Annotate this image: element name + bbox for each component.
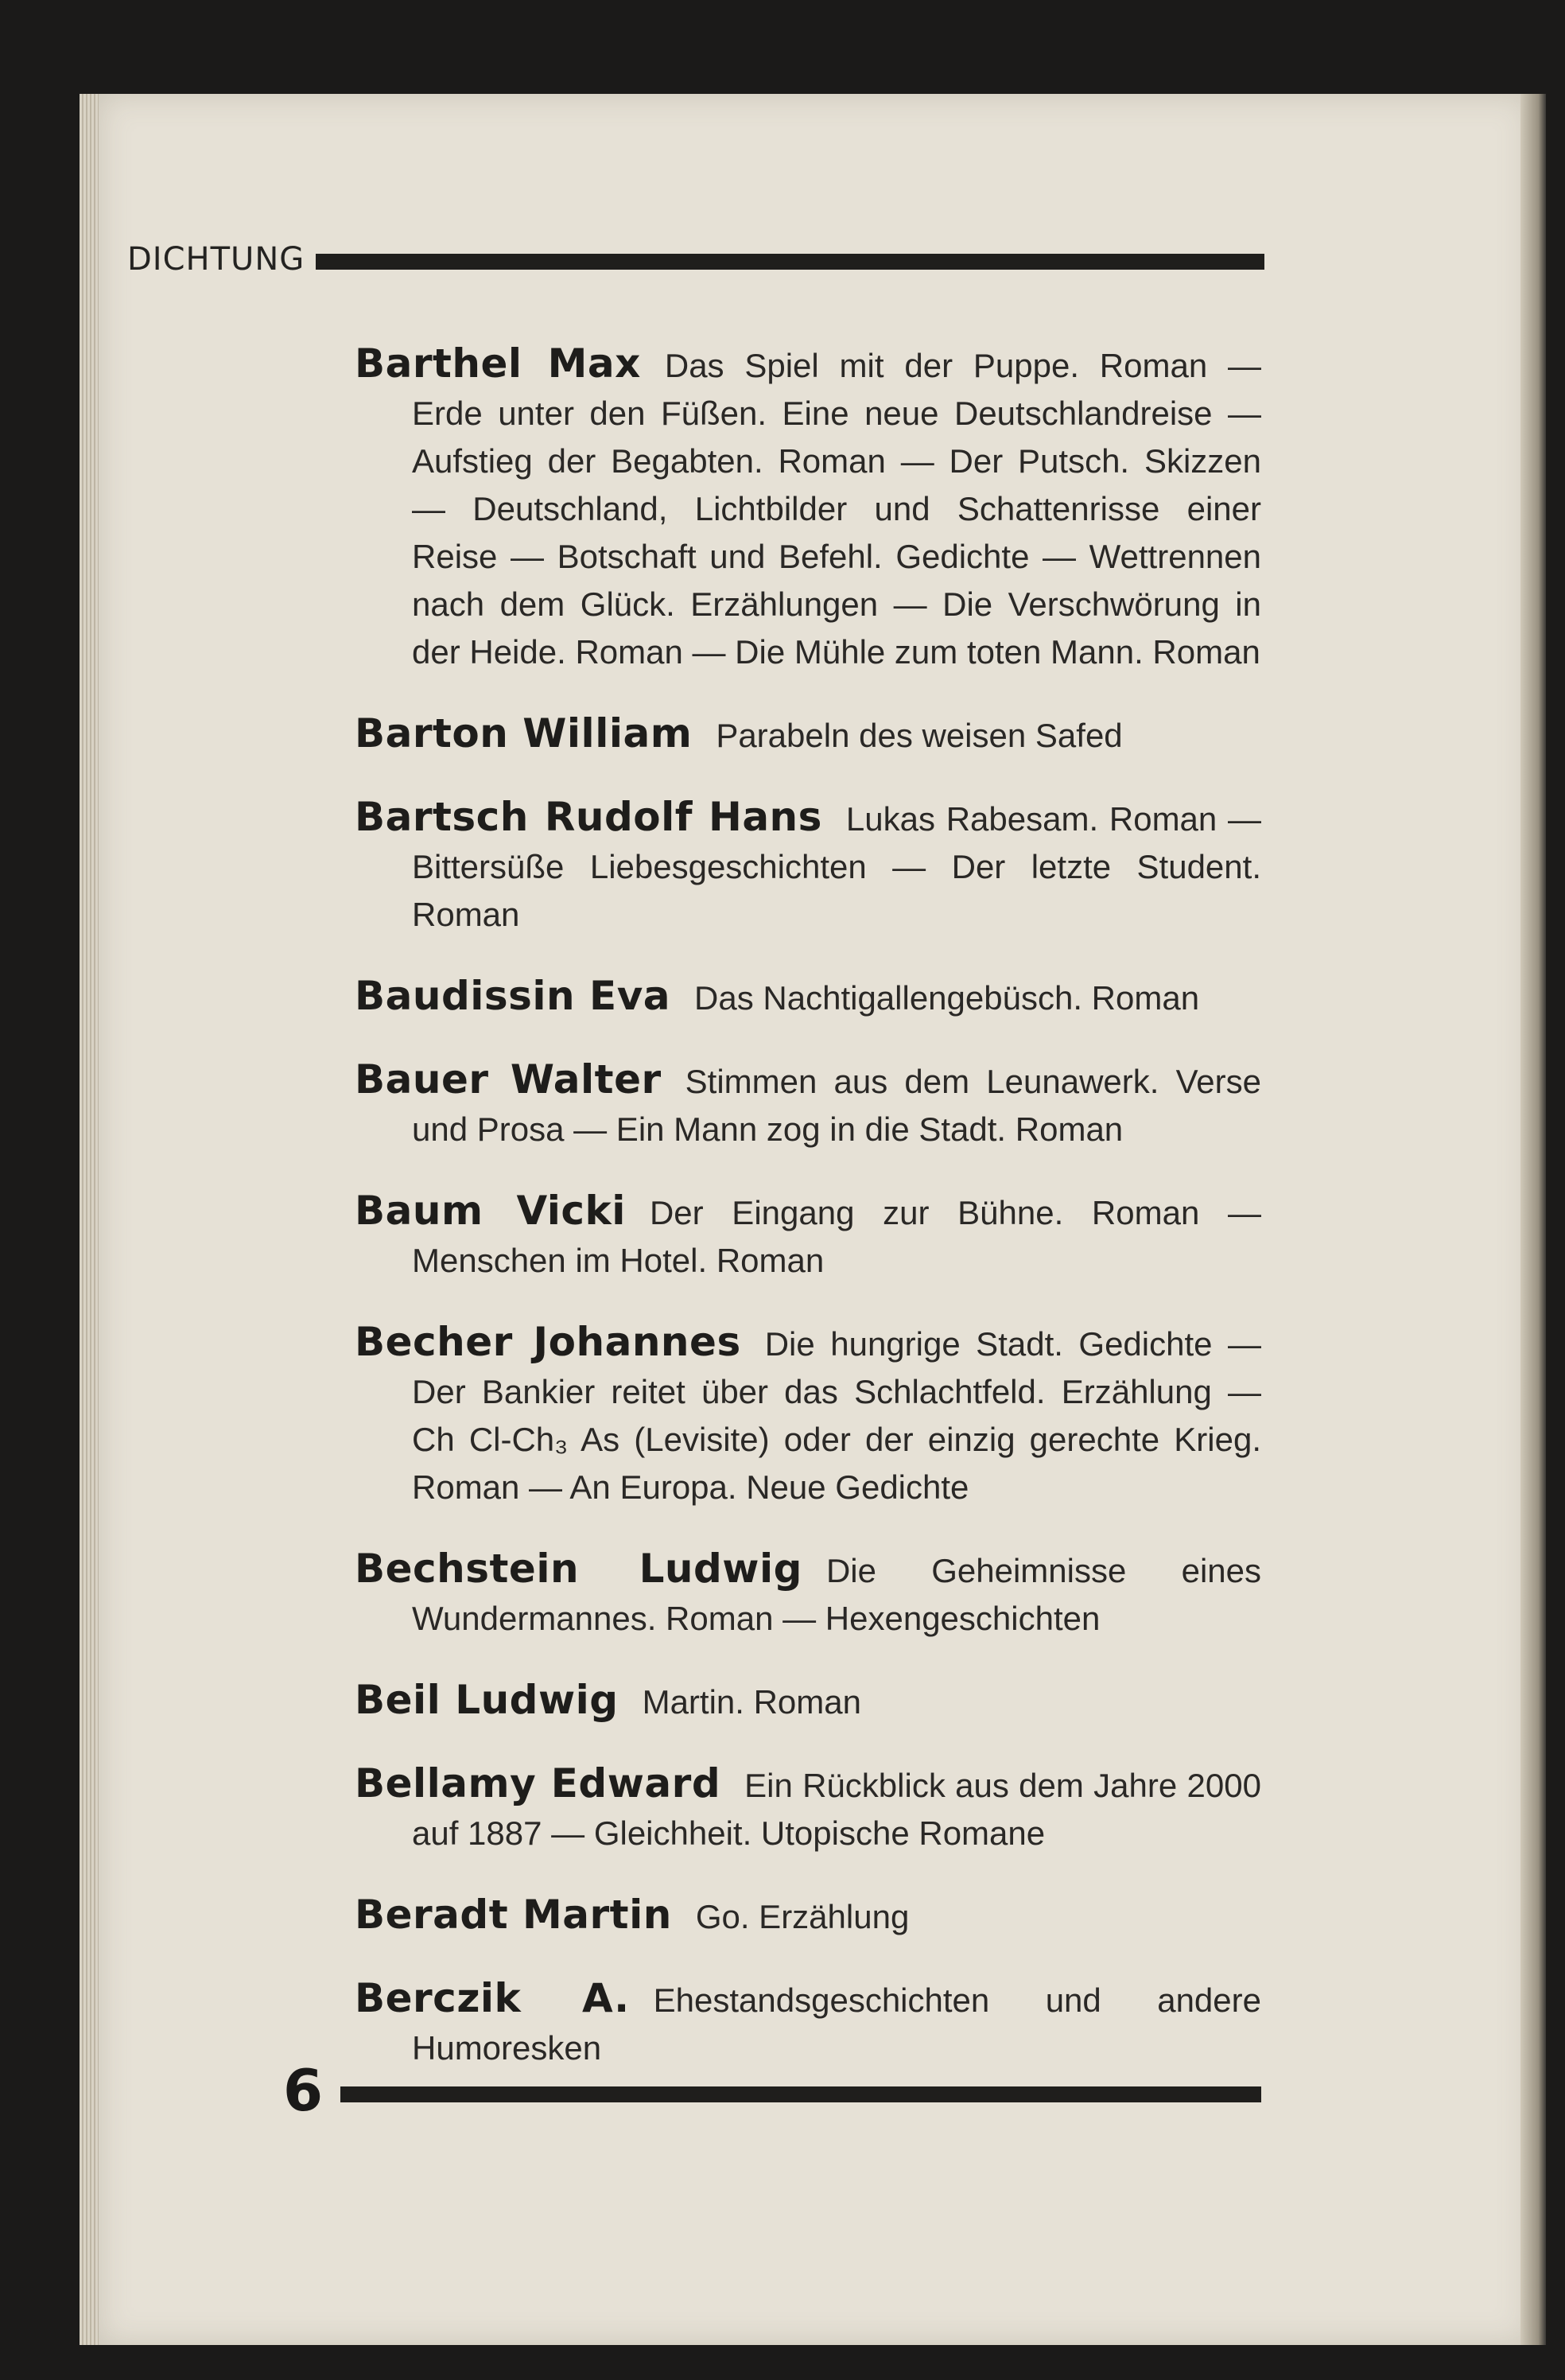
section-label: DICHTUNG	[127, 241, 305, 278]
author-name: Berczik A.	[355, 1975, 630, 2021]
works-text: Die hungrige Stadt. Gedichte — Der Bankier reitet über das Schlachtfeld. Erzählung — Ch Cl-Ch₃ As (Levisite) oder der einzig gerechte Krieg. Roman — An Europa. Neue Gedichte	[412, 1325, 1261, 1506]
works-text: Martin. Roman	[642, 1683, 861, 1721]
author-name: Bechstein Ludwig	[355, 1546, 802, 1592]
author-name: Baudissin Eva	[355, 973, 671, 1019]
works-text: Die Geheimnisse eines Wundermannes. Roman — Hexengeschichten	[412, 1552, 1261, 1637]
list-item	[355, 340, 1261, 676]
list-item	[355, 793, 1261, 939]
author-name: Barton William	[355, 710, 693, 756]
list-item	[355, 1760, 1261, 1857]
header-rule	[316, 254, 1264, 270]
works-text: Das Spiel mit der Puppe. Roman — Erde unter den Füßen. Eine neue Deutschlandreise — Aufstieg der Begabten. Roman — Der Putsch. Skizzen — Deutschland, Lichtbilder und Schattenrisse einer Reise — Botschaft und Befehl. Gedichte — Wettrennen nach dem Glück. Erzählungen — Die Verschwörung in der Heide. Roman — Die Mühle zum toten Mann. Roman	[412, 347, 1261, 671]
works-text: Ein Rückblick aus dem Jahre 2000 auf 1887 — Gleichheit. Utopische Romane	[412, 1767, 1261, 1852]
author-name: Barthel Max	[355, 340, 641, 387]
list-item	[355, 1318, 1261, 1511]
list-item	[355, 1187, 1261, 1285]
works-text: Lukas Rabesam. Roman — Bittersüße Liebesgeschichten — Der letzte Student. Roman	[412, 800, 1261, 933]
author-name: Bauer Walter	[355, 1056, 662, 1102]
works-text: Ehestandsgeschichten und andere Humoresken	[412, 1981, 1261, 2067]
page-number: 6	[283, 2057, 324, 2124]
author-name: Beradt Martin	[355, 1892, 672, 1938]
list-item	[355, 1891, 1261, 1941]
author-name: Beil Ludwig	[355, 1677, 619, 1723]
page-footer	[283, 2059, 1261, 2122]
list-item	[355, 1974, 1261, 2072]
list-item	[355, 710, 1261, 760]
section-header	[127, 237, 1264, 282]
author-name: Bartsch Rudolf Hans	[355, 794, 822, 840]
works-text: Stimmen aus dem Leunawerk. Verse und Prosa — Ein Mann zog in die Stadt. Roman	[412, 1063, 1261, 1148]
list-item	[355, 1545, 1261, 1643]
author-name: Becher Johannes	[355, 1319, 741, 1365]
author-list	[355, 306, 1261, 2090]
footer-rule	[340, 2086, 1261, 2102]
works-text: Der Eingang zur Bühne. Roman — Menschen im Hotel. Roman	[412, 1194, 1261, 1279]
author-name: Bellamy Edward	[355, 1760, 721, 1806]
works-text: Parabeln des weisen Safed	[716, 717, 1123, 754]
list-item	[355, 972, 1261, 1022]
works-text: Go. Erzählung	[695, 1898, 910, 1935]
list-item	[355, 1676, 1261, 1726]
page-edge-right	[1520, 94, 1546, 2345]
author-name: Baum Vicki	[355, 1188, 626, 1234]
list-item	[355, 1056, 1261, 1153]
works-text: Das Nachtigallengebüsch. Roman	[694, 979, 1200, 1017]
